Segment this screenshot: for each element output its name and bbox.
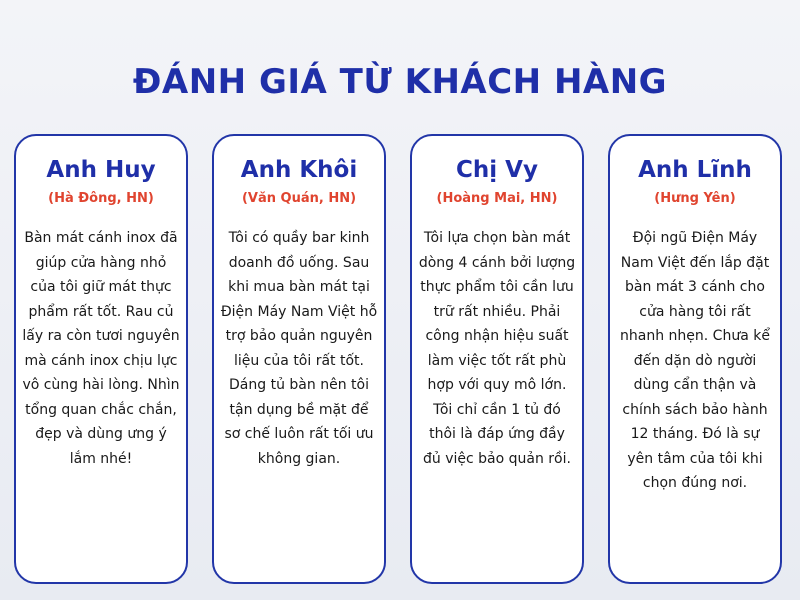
reviewer-location: (Văn Quán, HN): [241, 191, 357, 206]
review-card: [14, 134, 188, 584]
review-card: [410, 134, 584, 584]
review-text: Đội ngũ Điện Máy Nam Việt đến lắp đặt bàn mát 3 cánh cho cửa hàng tôi rất nhanh nhẹn. Chưa kể đến dặn dò người dùng cẩn thận và chính sách bảo hành 12 tháng. Đó là sự yên tâm của tôi khi chọn đúng nơi.: [620, 230, 770, 491]
reviewer-location: (Hoàng Mai, HN): [436, 191, 558, 206]
page-title: ĐÁNH GIÁ TỪ KHÁCH HÀNG: [132, 62, 668, 102]
review-card: [608, 134, 782, 584]
review-text: Tôi lựa chọn bàn mát dòng 4 cánh bởi lượng thực phẩm tôi cần lưu trữ rất nhiều. Phải công nhận hiệu suất làm việc tốt rất phù hợp với quy mô lớn. Tôi chỉ cần 1 tủ đó thôi là đáp ứng đầy đủ việc bảo quản rồi.: [418, 230, 576, 467]
review-text: Tôi có quầy bar kinh doanh đồ uống. Sau khi mua bàn mát tại Điện Máy Nam Việt hỗ trợ bảo quản nguyên liệu của tôi rất tốt. Dáng tủ bàn nên tôi tận dụng bề mặt để sơ chế luôn rất tối ưu không gian.: [220, 230, 378, 467]
reviewer-name: Chị Vy: [456, 157, 538, 183]
reviewer-name: Anh Huy: [46, 157, 156, 183]
review-text: Bàn mát cánh inox đã giúp cửa hàng nhỏ của tôi giữ mát thực phẩm rất tốt. Rau củ lấy ra còn tươi nguyên mà cánh inox chịu lực vô cùng hài lòng. Nhìn tổng quan chắc chắn, đẹp và dùng ưng ý lắm nhé!: [22, 230, 180, 467]
reviewer-location: (Hưng Yên): [654, 191, 736, 206]
reviewer-location: (Hà Đông, HN): [48, 191, 154, 206]
reviewer-name: Anh Khôi: [240, 157, 358, 183]
review-card: [212, 134, 386, 584]
review-cards: [14, 134, 786, 588]
reviewer-name: Anh Lĩnh: [638, 157, 752, 183]
